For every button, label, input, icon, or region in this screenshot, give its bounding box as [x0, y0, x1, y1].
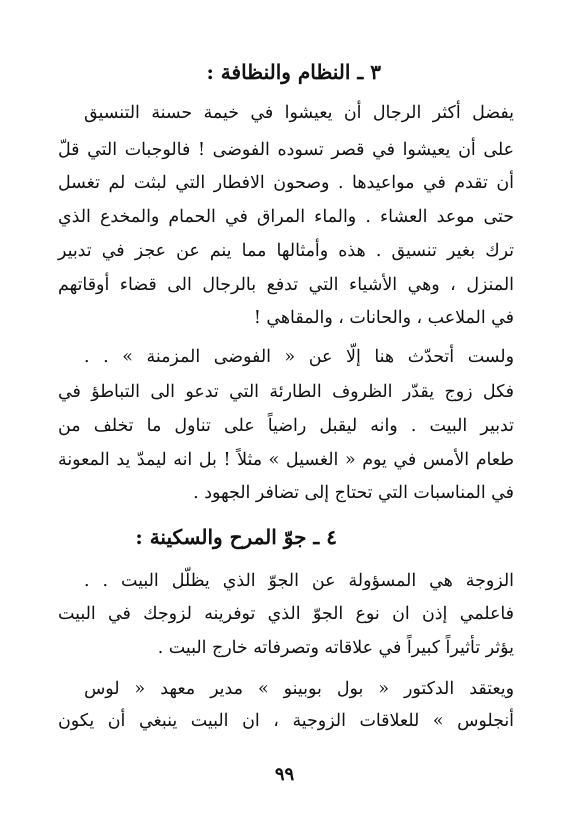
text-line: تدبير البيت . وانه ليقبل راضياً على تناول ما تخلف من: [58, 416, 514, 436]
text-line: في المناسبات التي تحتاج إلى تضافر الجهود .: [193, 483, 514, 503]
text-line: في الملاعب ، والحانات ، والمقاهي !: [253, 308, 514, 328]
text-line: طعام الأمس في يوم « الغسيل » مثلاً ! بل انه ليمدّ يد المعونة: [58, 450, 514, 470]
text-line: فكل زوج يقدّر الظروف الطارئة التي تدعو الى التباطؤ في: [58, 382, 514, 402]
text-line: ولست أتحدّث هنا إلّا عن « الفوضى المزمنة » . .: [84, 347, 514, 367]
text-line: ترك بغير تنسيق . هذه وأمثالها مما ينم عن عجز في تدبير: [58, 241, 514, 261]
section-heading-joy-tranquility: ٤ ـ جوّ المرح والسكينة :: [135, 525, 337, 549]
text-line: أنجلوس » للعلاقات الزوجية ، ان البيت ينبغي أن يكون: [58, 711, 514, 731]
text-line: ويعتقد الدكتور « بول بوبينو » مدير معهد « لوس: [84, 679, 514, 699]
text-line: يفضل أكثر الرجال أن يعيشوا في خيمة حسنة التنسيق: [84, 103, 514, 123]
section-heading-order-cleanliness: ٣ ـ النظام والنظافة :: [206, 60, 381, 84]
text-line: أن تقدم في مواعيدها . وصحون الافطار التي لبثت لم تغسل: [58, 173, 514, 193]
text-line: فاعلمي إذن ان نوع الجوّ الذي توفرينه لزوجك في البيت: [58, 604, 514, 624]
page-number: ٩٩: [274, 764, 295, 785]
text-line: حتى موعد العشاء . والماء المراق في الحمام والمخدع الذي: [58, 207, 514, 227]
text-line: على أن يعيشوا في قصر تسوده الفوضى ! فالوجبات التي قلّ: [58, 140, 514, 160]
text-line: يؤثر تأثيراً كبيراً في علاقاته وتصرفاته خارج البيت .: [157, 638, 514, 658]
text-line: الزوجة هي المسؤولة عن الجوّ الذي يظلّل البيت . .: [84, 571, 514, 591]
text-line: المنزل ، وهي الأشياء التي تدفع بالرجال الى قضاء أوقاتهم: [58, 275, 514, 295]
